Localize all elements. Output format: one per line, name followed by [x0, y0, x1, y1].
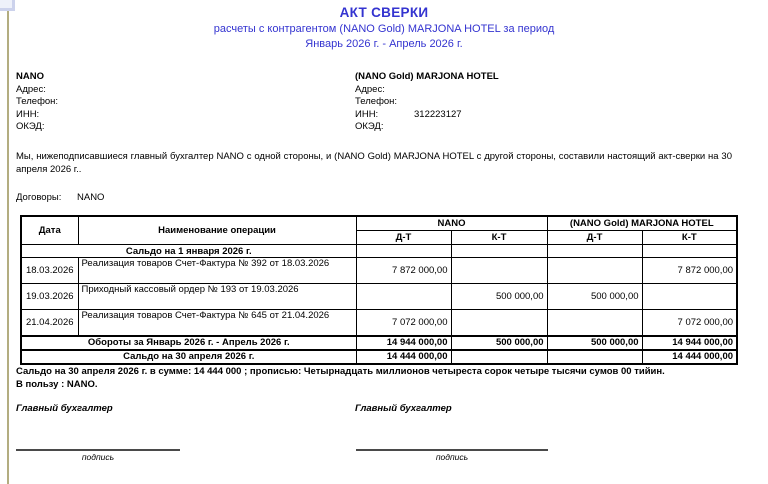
amount-cell: 7 872 000,00 [642, 258, 737, 284]
signature-line-right [356, 449, 548, 462]
amount-cell [642, 284, 737, 310]
summary-amount-line: Сальдо на 30 апреля 2026 г. в сумме: 14 444 000 ; прописью: Четырнадцать миллионов четыреста сорок четыре тысячи сумов 00 тийин. [16, 366, 665, 377]
amount-cell: 500 000,00 [451, 284, 547, 310]
party-left-phone-label: Телефон: [16, 96, 59, 108]
closing-balance-row [21, 350, 737, 364]
amount-cell [547, 350, 642, 364]
document-subtitle-counterparty: расчеты с контрагентом (NANO Gold) MARJONA HOTEL за период [213, 23, 555, 35]
amount-cell: 500 000,00 [451, 336, 547, 350]
turnover-row [21, 336, 737, 350]
date-cell: 21.04.2026 [21, 310, 78, 336]
document-title: АКТ СВЕРКИ [339, 5, 429, 20]
title-block [0, 5, 768, 50]
opening-balance-label: Сальдо на 1 января 2026 г. [21, 245, 356, 258]
col-header-right-company: (NANO Gold) MARJONA HOTEL [547, 216, 737, 231]
party-right-phone-label: Телефон: [355, 96, 398, 108]
party-right-name: (NANO Gold) MARJONA HOTEL [355, 71, 499, 82]
page-left-edge-rule [7, 11, 9, 484]
amount-cell [451, 310, 547, 336]
amount-cell: 14 944 000,00 [642, 336, 737, 350]
amount-cell: 7 072 000,00 [356, 310, 451, 336]
amount-cell [451, 258, 547, 284]
party-right-address-label: Адрес: [355, 83, 385, 95]
amount-cell: 7 872 000,00 [356, 258, 451, 284]
amount-cell [356, 245, 451, 258]
amount-cell [642, 245, 737, 258]
party-right-inn-label: ИНН: [355, 108, 379, 120]
table-row [21, 258, 737, 284]
contracts-value: NANO [77, 192, 105, 203]
col-header-debit-right: Д-Т [547, 231, 642, 245]
amount-cell [451, 350, 547, 364]
party-right [355, 71, 735, 134]
amount-cell: 500 000,00 [547, 284, 642, 310]
col-header-left-company: NANO [356, 216, 547, 231]
amount-cell: 7 072 000,00 [642, 310, 737, 336]
closing-balance-label: Сальдо на 30 апреля 2026 г. [21, 350, 356, 364]
col-header-debit-left: Д-Т [356, 231, 451, 245]
amount-cell [356, 284, 451, 310]
summary-in-favor-line: В пользу : NANO. [16, 378, 98, 390]
signature-caption-right: подпись [435, 452, 469, 462]
date-cell: 19.03.2026 [21, 284, 78, 310]
operation-cell: Реализация товаров Счет-Фактура № 645 от 21.04.2026 [78, 310, 356, 336]
party-left-address-label: Адрес: [16, 83, 46, 95]
summary-block [16, 366, 736, 391]
col-header-operation: Наименование операции [78, 216, 356, 245]
party-right-oked-label: ОКЭД: [355, 121, 384, 133]
col-header-credit-right: К-Т [642, 231, 737, 245]
reconciliation-table [20, 215, 738, 365]
operation-cell: Реализация товаров Счет-Фактура № 392 от 18.03.2026 [78, 258, 356, 284]
amount-cell: 500 000,00 [547, 336, 642, 350]
table-row [21, 310, 737, 336]
amount-cell [547, 245, 642, 258]
contracts-line [16, 192, 104, 203]
document-subtitle-period: Январь 2026 г. - Апрель 2026 г. [305, 38, 463, 50]
operation-cell: Приходный кассовый ордер № 193 от 19.03.2026 [78, 284, 356, 310]
party-left-inn-label: ИНН: [16, 108, 40, 120]
col-header-credit-left: К-Т [451, 231, 547, 245]
signature-caption-left: подпись [81, 452, 115, 462]
table-row [21, 284, 737, 310]
contracts-label: Договоры: [16, 192, 62, 203]
party-left-name: NANO [16, 71, 44, 82]
signature-title-right: Главный бухгалтер [355, 403, 452, 414]
col-header-date: Дата [21, 216, 78, 245]
turnover-label: Обороты за Январь 2026 г. - Апрель 2026 г. [21, 336, 356, 350]
party-left-oked-label: ОКЭД: [16, 121, 45, 133]
date-cell: 18.03.2026 [21, 258, 78, 284]
party-right-inn-value: 312223127 [414, 108, 462, 120]
party-left [16, 71, 346, 134]
amount-cell [547, 258, 642, 284]
opening-balance-row [21, 245, 737, 258]
amount-cell: 14 944 000,00 [356, 336, 451, 350]
intro-paragraph: Мы, нижеподписавшиеся главный бухгалтер NANO с одной стороны, и (NANO Gold) MARJONA HOTEL с другой стороны, составили настоящий акт-сверки на 30 апреля 2026 г.. [16, 151, 732, 175]
amount-cell [451, 245, 547, 258]
amount-cell [547, 310, 642, 336]
signature-title-left: Главный бухгалтер [16, 403, 113, 414]
amount-cell: 14 444 000,00 [356, 350, 451, 364]
signature-line-left [16, 449, 180, 462]
amount-cell: 14 444 000,00 [642, 350, 737, 364]
